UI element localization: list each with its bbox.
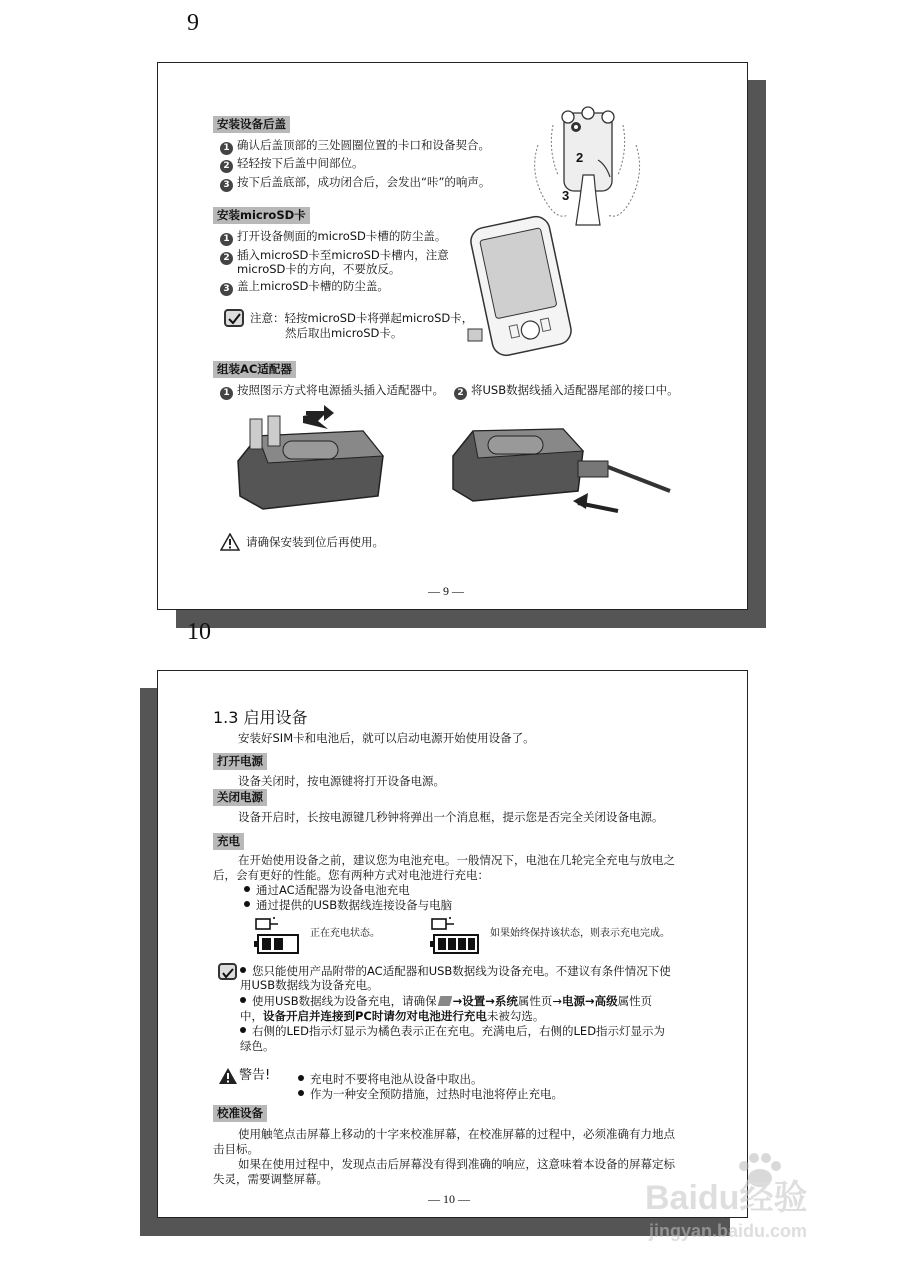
- calibrate-line3: 如果在使用过程中，发现点击后屏幕没有得到准确的响应，这意味着本设备的屏幕定标: [238, 1157, 675, 1171]
- status-charging: 正在充电状态。: [310, 928, 380, 939]
- watermark-url: jingyan.baidu.com: [649, 1221, 808, 1241]
- sd-step-3: 3 盖上microSD卡槽的防尘盖。: [220, 279, 389, 296]
- ac-step-2: 2 将USB数据线插入适配器尾部的接口中。: [454, 383, 679, 400]
- heading-install-cover: 安装设备后盖: [213, 116, 290, 133]
- charging-para-1: 在开始使用设备之前，建议您为电池充电。一般情况下，电池在几轮完全充电与放电之: [238, 853, 675, 867]
- watermark-logo: Baidu经验: [645, 1179, 808, 1217]
- figure-label-2: 2: [576, 150, 584, 165]
- note-3-line2: 绿色。: [240, 1039, 275, 1053]
- baidu-watermark: [645, 1150, 885, 1250]
- calibrate-line2: 击目标。: [213, 1142, 259, 1156]
- charging-bullet-1: 通过AC适配器为设备电池充电: [244, 883, 410, 898]
- heading-install-sd: 安装microSD卡: [213, 207, 310, 224]
- adapter-usb-illustration: [448, 401, 673, 526]
- heading-calibrate: 校准设备: [213, 1105, 267, 1122]
- manual-page-10: [157, 670, 748, 1218]
- battery-full-icon: [430, 915, 482, 957]
- ac-warning: 请确保安装到位后再使用。: [246, 535, 384, 549]
- page-corner-number-9: 9: [187, 10, 199, 36]
- battery-charging-icon: [254, 915, 304, 957]
- phone-sd-illustration: [466, 211, 576, 361]
- note-1-line2: 用USB数据线为设备充电。: [240, 978, 379, 992]
- note-1-line1: 您只能使用产品附带的AC适配器和USB数据线为设备充电。不建议有条件情况下使: [240, 964, 671, 979]
- sd-step-2-cont: microSD卡的方向，不要放反。: [237, 262, 401, 276]
- page-corner-number-10: 10: [187, 619, 211, 645]
- figure-label-3: 3: [562, 188, 570, 203]
- sd-note-line2: 然后取出microSD卡。: [285, 326, 403, 340]
- note-3-line1: 右侧的LED指示灯显示为橘色表示正在充电。充满电后，右侧的LED指示灯显示为: [240, 1024, 665, 1039]
- heading-power-on: 打开电源: [213, 753, 267, 770]
- warning-item-2: 作为一种安全预防措施，过热时电池将停止充电。: [298, 1087, 563, 1102]
- heading-charging: 充电: [213, 833, 244, 850]
- sd-step-1: 1 打开设备侧面的microSD卡槽的防尘盖。: [220, 229, 446, 246]
- cover-step-3: 3 按下后盖底部，成功闭合后，会发出“咔”的响声。: [220, 175, 490, 192]
- heading-ac-adapter: 组装AC适配器: [213, 361, 296, 378]
- warning-label: 警告!: [239, 1068, 271, 1083]
- warning-item-1: 充电时不要将电池从设备中取出。: [298, 1072, 483, 1087]
- calibrate-line1: 使用触笔点击屏幕上移动的十字来校准屏幕，在校准屏幕的过程中，必须准确有力地点: [238, 1127, 675, 1141]
- page-footer-9: — 9 —: [428, 584, 464, 598]
- note-2-line2: 中，设备开启并连接到PC时请勿对电池进行充电未被勾选。: [240, 1009, 545, 1023]
- warning-triangle-icon: [220, 533, 240, 551]
- start-menu-icon: [437, 996, 452, 1006]
- status-full: 如果始终保持该状态，则表示充电完成。: [490, 928, 670, 939]
- cover-step-2: 2 轻轻按下后盖中间部位。: [220, 156, 364, 173]
- ac-step-1: 1 按照图示方式将电源插头插入适配器中。: [220, 383, 444, 400]
- warning-triangle-icon: [218, 1067, 238, 1085]
- charging-bullet-2: 通过提供的USB数据线连接设备与电脑: [244, 898, 452, 913]
- charging-para-2: 后，会有更好的性能。您有两种方式对电池进行充电：: [213, 868, 489, 882]
- arrow-right-icon: [306, 403, 336, 423]
- heading-power-off: 关闭电源: [213, 789, 267, 806]
- page-footer-10: — 10 —: [428, 1192, 470, 1206]
- cover-step-1: 1 确认后盖顶部的三处圆圈位置的卡口和设备契合。: [220, 138, 490, 155]
- section-title: 1.3 启用设备: [213, 708, 308, 727]
- sd-note-line1: 注意：轻按microSD卡将弹起microSD卡，: [250, 311, 474, 325]
- power-off-text: 设备开启时，长按电源键几秒钟将弹出一个消息框，提示您是否完全关闭设备电源。: [238, 810, 664, 824]
- sd-step-2: 2 插入microSD卡至microSD卡槽内，注意: [220, 248, 449, 265]
- power-on-text: 设备关闭时，按电源键将打开设备电源。: [238, 774, 445, 788]
- manual-page-9: [157, 62, 748, 610]
- note-check-icon: [224, 309, 244, 327]
- note-check-icon: [218, 963, 237, 980]
- intro-text: 安装好SIM卡和电池后，就可以启动电源开始使用设备了。: [238, 731, 535, 745]
- note-2-line1: 使用USB数据线为设备充电，请确保 →设置→系统属性页→电源→高级属性页: [240, 994, 652, 1009]
- calibrate-line4: 失灵，需要调整屏幕。: [213, 1172, 328, 1186]
